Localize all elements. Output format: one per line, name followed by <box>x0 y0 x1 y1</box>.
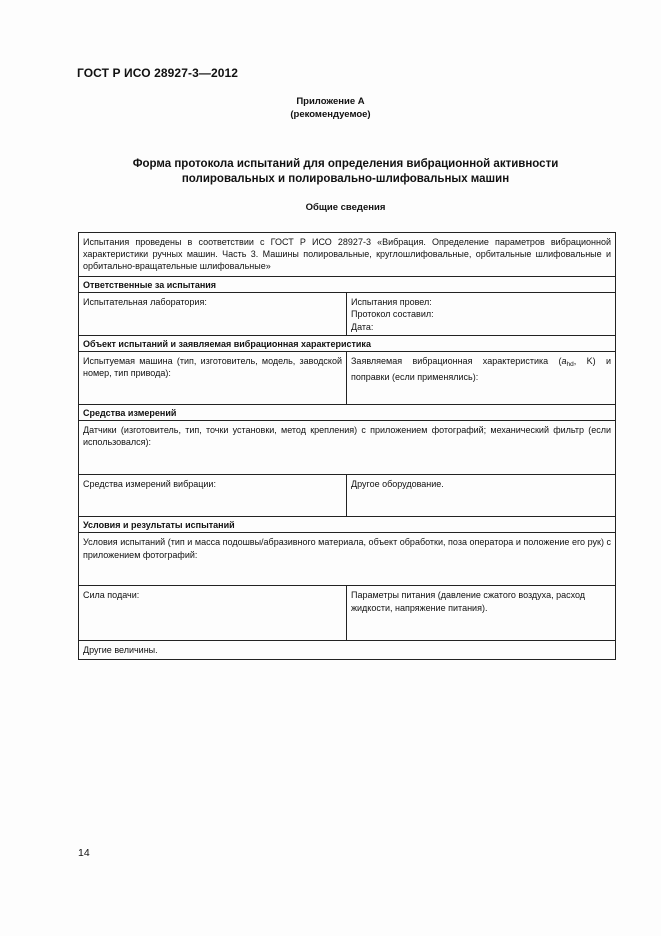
form-title <box>0 157 661 187</box>
feed-force-cell <box>79 586 347 641</box>
report-by-label: Протокол составил: <box>351 309 434 320</box>
form-title-line-2: полировальных и полировально-шлифовальных машин <box>181 173 510 185</box>
machine-label: Испытуемая машина (тип, изготовитель, модель, заводской номер, тип привода): <box>83 356 342 379</box>
declared-symbol: a <box>561 356 567 367</box>
form-title-line-1: Форма протокола испытаний для определения вибрационной активности <box>132 158 559 170</box>
declared-label-prefix: Заявляемая вибрационная характеристика ( <box>351 356 562 367</box>
declared-label-suffix: , K) и поправки (если применялись): <box>351 356 612 383</box>
document-code: ГОСТ Р ИСО 28927-3—2012 <box>77 66 239 80</box>
lab-cell <box>79 293 347 336</box>
page-number: 14 <box>78 847 90 859</box>
object-header: Объект испытаний и заявляемая вибрационная характеристика <box>79 335 616 351</box>
declared-cell <box>347 352 616 405</box>
table-row <box>79 352 616 405</box>
date-label: Дата: <box>351 321 374 332</box>
feed-force-label: Сила подачи: <box>83 590 140 601</box>
table-row <box>79 641 616 659</box>
table-row <box>79 533 616 586</box>
table-row <box>79 277 616 293</box>
staff-cell <box>347 293 616 336</box>
report-form-table <box>78 232 616 660</box>
declared-subscript: hd <box>566 361 574 369</box>
machine-cell <box>79 352 347 405</box>
other-values-cell: Другие величины. <box>79 641 616 659</box>
table-row <box>79 335 616 351</box>
other-equipment-label: Другое оборудование. <box>351 479 444 490</box>
table-row <box>79 586 616 641</box>
table-row <box>79 517 616 533</box>
annex-subtitle: (рекомендуемое) <box>290 109 371 120</box>
vibration-label: Средства измерений вибрации: <box>83 479 216 490</box>
intro-cell: Испытания проведены в соответствии с ГОСТ Р ИСО 28927-3 «Вибрация. Определение параметров вибрационной характеристики ручных машин. Часть 3. Машины полировальные, круглошлифовальные, орбитальные шлифовальные и орбитально-вращательные шлифовальные» <box>79 233 616 277</box>
annex-title: Приложение А <box>296 96 365 107</box>
section-title: Общие сведения <box>305 202 386 213</box>
power-cell <box>347 586 616 641</box>
lab-label: Испытательная лаборатория: <box>83 297 207 308</box>
conditions-cell: Условия испытаний (тип и масса подошвы/абразивного материала, объект обработки, поза оператора и положение его рук) с приложением фотографий: <box>79 533 616 586</box>
sensors-cell: Датчики (изготовитель, тип, точки установки, метод крепления) с приложением фотографий; механический фильтр (если использовался): <box>79 421 616 475</box>
measurement-header: Средства измерений <box>79 405 616 421</box>
table-row <box>79 293 616 336</box>
other-equipment-cell <box>347 475 616 517</box>
conditions-header: Условия и результаты испытаний <box>79 517 616 533</box>
responsible-header: Ответственные за испытания <box>79 277 616 293</box>
tested-by-label: Испытания провел: <box>351 297 432 308</box>
vibration-cell <box>79 475 347 517</box>
table-row <box>79 475 616 517</box>
power-label: Параметры питания (давление сжатого воздуха, расход жидкости, напряжение питания). <box>351 590 586 613</box>
table-row <box>79 405 616 421</box>
table-row <box>79 233 616 277</box>
table-row <box>79 421 616 475</box>
annex-heading <box>0 95 661 121</box>
